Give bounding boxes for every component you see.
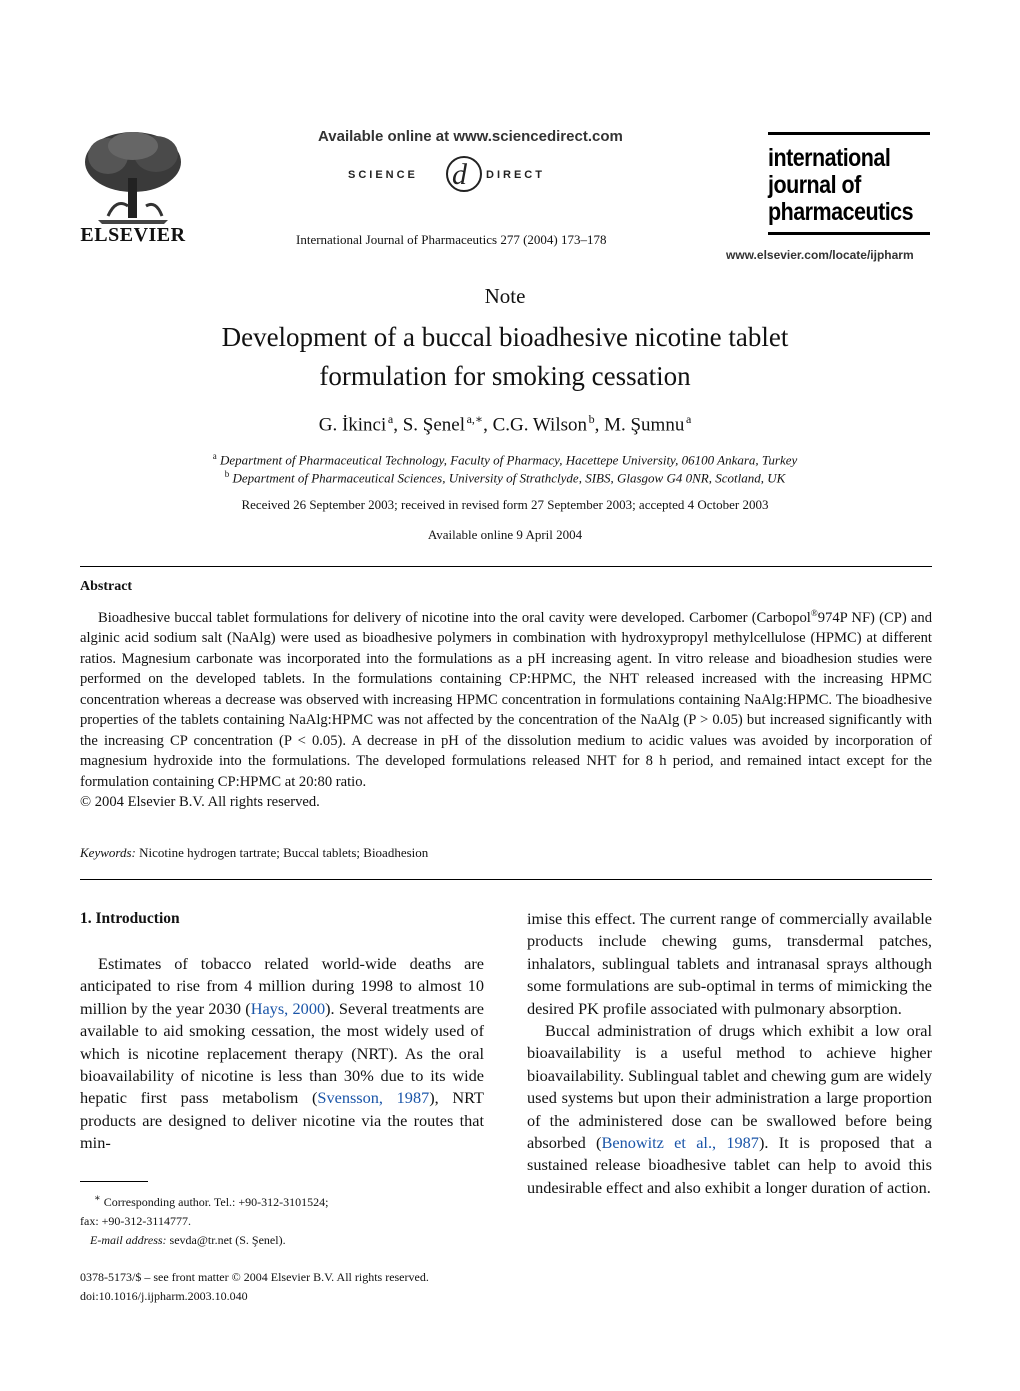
publisher-name: ELSEVIER bbox=[80, 224, 186, 246]
doi-line[interactable]: doi:10.1016/j.ijpharm.2003.10.040 bbox=[80, 1289, 248, 1303]
keywords-text: Nicotine hydrogen tartrate; Buccal tablets; Bioadhesion bbox=[139, 845, 429, 860]
article-history-dates: Received 26 September 2003; received in revised form 27 September 2003; accepted 4 October 2003 bbox=[241, 497, 769, 512]
footnote-divider bbox=[80, 1181, 148, 1182]
affiliation-b bbox=[60, 469, 950, 486]
affiliation-text: Department of Pharmaceutical Sciences, University of Strathclyde, SIBS, Glasgow G4 0NR, Scotland, UK bbox=[232, 470, 786, 486]
corresponding-author-footnote bbox=[80, 1189, 484, 1250]
sciencedirect-right-text: DIRECT bbox=[486, 169, 545, 181]
body-top-divider bbox=[80, 879, 932, 880]
text-run: Estimates of tobacco related world-wide deaths are anticipated to rise from 4 million during 1998 to almost 10 million by the year 2030 ( bbox=[80, 954, 484, 1018]
right-column bbox=[527, 908, 932, 1199]
footnote-email bbox=[80, 1231, 484, 1250]
affiliation-text: Department of Pharmaceutical Technology, Faculty of Pharmacy, Hacettepe University, 06100 Ankara, Turkey bbox=[219, 452, 798, 468]
journal-brand-logo bbox=[768, 132, 930, 235]
svg-text:d: d bbox=[452, 158, 467, 191]
author-name: C.G. Wilson bbox=[492, 414, 587, 436]
abstract-copyright: © 2004 Elsevier B.V. All rights reserved. bbox=[80, 794, 320, 811]
abstract-text-part-2: 974P NF) (CP) and alginic acid sodium salt (NaAlg) were used as bioadhesive polymers in combination with hydroxypropyl methylcellulose (HPMC) at different ratios. Magnesium carbonate was incorporated into the formulations as a pH increasing agent. In vitro release and bioadhesion studies were performed on the developed tablets. In the formulations containing CP:HPMC, the NHT released increased with the increasing HPMC concentration whereas a decrease was observed with increasing HPMC concentration in formulations containing NaAlg:HPMC. The bioadhesive properties of the tablets containing NaAlg:HPMC was not affected by the concentration of the NaAlg (P > 0.05) but increased significantly with the increasing CP concentration (P < 0.05). A decrease in pH of the dissolution medium to acidic values was avoided by incorporation of magnesium hydroxide into the formulations. The developed formulations released NHT for 8 h period, and remained intact except for the formulation containing CP:HPMC at 20:80 ratio. bbox=[80, 609, 932, 790]
title-line-2: formulation for smoking cessation bbox=[319, 361, 691, 391]
author-affil-mark: a bbox=[387, 412, 394, 426]
brand-word-2: journal of bbox=[768, 171, 861, 199]
affiliation-a bbox=[60, 451, 950, 468]
author-name: S. Şenel bbox=[402, 414, 465, 436]
intro-paragraph-continued: imise this effect. The current range of commercially available products include chewing gums, transdermal patches, inhalators, sublingual tablets and intranasal sprays although some formulations are sub-optimal in terms of mimicking the desired PK profile associated with pulmonary absorption. bbox=[527, 909, 932, 1018]
author-affil-mark: a,∗ bbox=[466, 412, 484, 426]
footnote-fax: fax: +90-312-3114777. bbox=[80, 1214, 191, 1228]
affiliation-mark: b bbox=[224, 469, 230, 479]
article-title bbox=[100, 318, 910, 396]
abstract-paragraph bbox=[80, 603, 932, 792]
text-run: ). It is proposed that a sustained release bioadhesive tablet can help to avoid this undesirable effect and also exhibit a longer duration of action. bbox=[527, 1133, 933, 1197]
journal-url[interactable]: www.elsevier.com/locate/ijpharm bbox=[726, 248, 914, 262]
intro-paragraph-2 bbox=[527, 1020, 932, 1199]
intro-paragraph-1 bbox=[80, 953, 484, 1155]
text-run: ). Several treatments are available to aid smoking cessation, the most widely used of which is nicotine replacement therapy (NRT). As the oral bioavailability of nicotine is less than 30% due to its wide hepatic first pass metabolism ( bbox=[80, 998, 485, 1108]
citation-link-svensson[interactable]: Svensson, 1987 bbox=[317, 1088, 430, 1108]
keywords bbox=[80, 845, 428, 861]
footnote-line-1 bbox=[80, 1189, 484, 1212]
abstract-heading: Abstract bbox=[80, 579, 133, 594]
available-online-date: Available online 9 April 2004 bbox=[427, 527, 583, 542]
author-list: G. İkinci $^a$, S. Şenel $^{a,∗}$, C.G. Wilson $^b$, M. Şumnu $^a$ bbox=[318, 412, 692, 436]
brand-word-1: international bbox=[768, 144, 891, 172]
registered-mark: ® bbox=[810, 608, 818, 618]
text-run: Buccal administration of drugs which exhibit a low oral bioavailability is a useful method to achieve higher bioavailability. Sublingual tablet and chewing gum are widely used systems but upon their administration a large proportion of the administered dose can be swallowed before being absorbed ( bbox=[527, 1021, 932, 1153]
affiliation-mark: a bbox=[212, 451, 217, 461]
email-value[interactable]: sevda@tr.net (S. Şenel). bbox=[169, 1233, 286, 1247]
issn-line: 0378-5173/$ – see front matter © 2004 Elsevier B.V. All rights reserved. bbox=[80, 1270, 429, 1284]
email-label: E-mail address: bbox=[90, 1233, 167, 1247]
author-affil-mark: b bbox=[588, 412, 595, 426]
left-column bbox=[80, 953, 484, 1155]
footnote-mark: ∗ bbox=[94, 1193, 101, 1204]
citation-link-hays[interactable]: Hays, 2000 bbox=[250, 998, 326, 1018]
section-heading-introduction: 1. Introduction bbox=[80, 910, 180, 927]
sciencedirect-left-text: SCIENCE bbox=[348, 169, 418, 181]
abstract-top-divider bbox=[80, 566, 932, 567]
available-online-banner[interactable]: Available online at www.sciencedirect.com bbox=[318, 128, 623, 145]
title-line-1: Development of a buccal bioadhesive nicotine tablet bbox=[221, 322, 789, 352]
author-affil-mark: a bbox=[685, 412, 692, 426]
brand-word-3: pharmaceutics bbox=[768, 198, 914, 226]
citation-link-benowitz[interactable]: Benowitz et al., 1987 bbox=[601, 1133, 759, 1153]
author-name: M. Şumnu bbox=[604, 414, 685, 436]
abstract-body bbox=[80, 603, 932, 813]
abstract-text-part-1: Bioadhesive buccal tablet formulations for delivery of nicotine into the oral cavity were developed. Carbomer (Carbopol bbox=[98, 609, 811, 626]
article-type: Note bbox=[484, 284, 526, 308]
footnote-phone: Corresponding author. Tel.: +90-312-3101524; bbox=[103, 1195, 329, 1209]
journal-citation: International Journal of Pharmaceutics 277 (2004) 173–178 bbox=[296, 232, 607, 247]
author-name: G. İkinci bbox=[318, 414, 387, 436]
sciencedirect-logo bbox=[348, 152, 558, 194]
text-run: ), NRT products are designed to deliver nicotine via the routes that min- bbox=[80, 1088, 484, 1153]
keywords-label: Keywords: bbox=[80, 845, 136, 860]
